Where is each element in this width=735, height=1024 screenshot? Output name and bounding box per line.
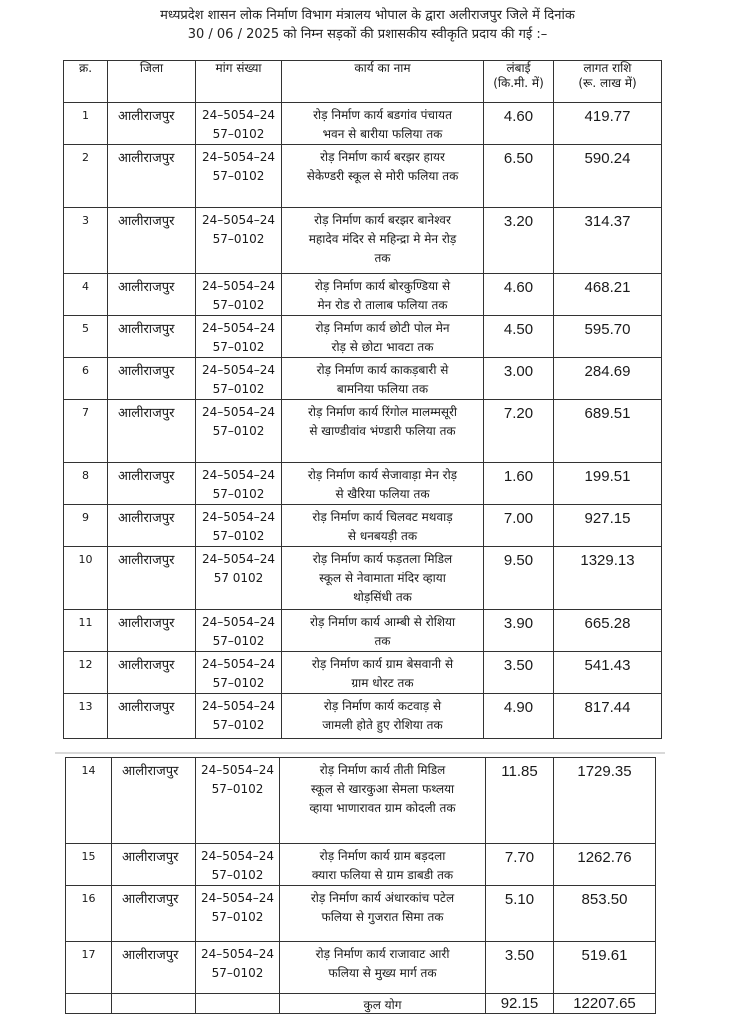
row-demand-no <box>196 886 280 942</box>
row-cost: 541.43 <box>554 652 662 694</box>
row-length: 7.00 <box>484 505 554 547</box>
row-sno: 13 <box>64 694 108 739</box>
work-name-line: सेकेण्डरी स्कूल से मोरी फलिया तक <box>306 169 459 183</box>
row-cost: 1329.13 <box>554 547 662 610</box>
work-name-line: रोड़ निर्माण कार्य कटवाड़ से <box>323 699 442 713</box>
work-name-line: रोड़ निर्माण कार्य आम्बी से रोशिया <box>309 615 456 629</box>
row-work-name <box>282 274 484 316</box>
work-name-line: तक <box>374 251 391 265</box>
demand-no-line: 57–0102 <box>212 127 265 141</box>
demand-no-line: 24–5054–24 <box>201 510 276 524</box>
page-seam <box>55 752 665 754</box>
demand-no-line: 57–0102 <box>212 634 265 648</box>
row-district: आलीराजपुर <box>108 652 196 694</box>
table-row <box>64 208 662 274</box>
row-length: 1.60 <box>484 463 554 505</box>
row-length: 4.90 <box>484 694 554 739</box>
row-district: आलीराजपुर <box>112 758 196 844</box>
demand-no-line: 57–0102 <box>212 424 265 438</box>
row-work-name <box>282 145 484 208</box>
demand-no-line: 24–5054–24 <box>200 763 275 777</box>
work-name-line: रोड़ निर्माण कार्य तीती मिडिल <box>319 763 446 777</box>
row-demand-no <box>196 400 282 463</box>
work-name-line: रोड़ निर्माण कार्य सेजावाड़ा मेन रोड़ <box>307 468 458 482</box>
row-demand-no <box>196 652 282 694</box>
row-district: आलीराजपुर <box>108 145 196 208</box>
table-row <box>64 358 662 400</box>
total-length: 92.15 <box>486 994 554 1014</box>
row-work-name <box>282 103 484 145</box>
row-length: 4.50 <box>484 316 554 358</box>
demand-no-line: 57–0102 <box>212 232 265 246</box>
demand-no-line: 24–5054–24 <box>201 279 276 293</box>
row-district: आलीराजपुर <box>108 547 196 610</box>
row-district: आलीराजपुर <box>112 844 196 886</box>
demand-no-line: 24–5054–24 <box>200 891 275 905</box>
row-work-name <box>282 610 484 652</box>
header-cost: लागत राशि (रू. लाख में) <box>554 61 662 103</box>
work-name-line: तक <box>374 634 391 648</box>
row-work-name <box>280 886 486 942</box>
demand-no-line: 57–0102 <box>211 966 264 980</box>
row-cost: 419.77 <box>554 103 662 145</box>
row-district: आलीराजपुर <box>108 610 196 652</box>
demand-no-line: 24–5054–24 <box>201 363 276 377</box>
demand-no-line: 57–0102 <box>212 169 265 183</box>
total-empty-1 <box>66 994 112 1014</box>
row-demand-no <box>196 610 282 652</box>
row-length: 7.70 <box>486 844 554 886</box>
row-length: 3.90 <box>484 610 554 652</box>
row-sno: 15 <box>66 844 112 886</box>
row-length: 4.60 <box>484 274 554 316</box>
row-work-name <box>282 358 484 400</box>
row-cost: 595.70 <box>554 316 662 358</box>
row-demand-no <box>196 694 282 739</box>
row-sno: 16 <box>66 886 112 942</box>
work-name-line: रोड़ निर्माण कार्य छोटी पोल मेन <box>315 321 450 335</box>
demand-no-line: 24–5054–24 <box>200 947 275 961</box>
row-sno: 4 <box>64 274 108 316</box>
row-work-name <box>280 758 486 844</box>
row-demand-no <box>196 145 282 208</box>
demand-no-line: 57–0102 <box>212 487 265 501</box>
row-length: 3.00 <box>484 358 554 400</box>
table-row <box>64 694 662 739</box>
row-cost: 468.21 <box>554 274 662 316</box>
row-demand-no <box>196 505 282 547</box>
sanction-table-part-1 <box>63 60 662 739</box>
row-length: 9.50 <box>484 547 554 610</box>
header-row <box>64 61 662 103</box>
table-row <box>64 610 662 652</box>
row-demand-no <box>196 103 282 145</box>
work-name-line: महादेव मंदिर से महिन्द्रा मे मेन रोड़ <box>308 232 457 246</box>
row-district: आलीराजपुर <box>108 103 196 145</box>
total-label: कुल योग <box>280 994 486 1014</box>
row-work-name <box>282 547 484 610</box>
total-empty-3 <box>196 994 280 1014</box>
row-work-name <box>280 844 486 886</box>
table-row <box>64 274 662 316</box>
row-demand-no <box>196 547 282 610</box>
row-work-name <box>282 463 484 505</box>
table-row <box>64 316 662 358</box>
row-cost: 314.37 <box>554 208 662 274</box>
row-sno: 8 <box>64 463 108 505</box>
heading-line-2: 30 / 06 / 2025 को निम्न सड़कों की प्रशासकीय स्वीकृति प्रदाय की गई :– <box>187 27 548 42</box>
row-sno: 2 <box>64 145 108 208</box>
demand-no-line: 24–5054–24 <box>201 615 276 629</box>
row-sno: 12 <box>64 652 108 694</box>
row-cost: 853.50 <box>554 886 656 942</box>
demand-no-line: 24–5054–24 <box>201 657 276 671</box>
table-row <box>66 942 656 994</box>
row-demand-no <box>196 758 280 844</box>
row-cost: 1729.35 <box>554 758 656 844</box>
table-row <box>66 844 656 886</box>
work-name-line: से खाण्डीवांव भंण्डारी फलिया तक <box>309 424 456 438</box>
demand-no-line: 57–0102 <box>212 676 265 690</box>
demand-no-line: 24–5054–24 <box>201 468 276 482</box>
total-empty-2 <box>112 994 196 1014</box>
work-name-line: मेन रोड रो तालाब फलिया तक <box>317 298 448 312</box>
row-demand-no <box>196 463 282 505</box>
work-name-line: जामली होते हुए रोशिया तक <box>322 718 443 732</box>
row-cost: 284.69 <box>554 358 662 400</box>
row-demand-no <box>196 358 282 400</box>
demand-no-line: 57–0102 <box>211 782 264 796</box>
work-name-line: भवन से बारीया फलिया तक <box>322 127 443 141</box>
row-length: 3.20 <box>484 208 554 274</box>
demand-no-line: 57–0102 <box>212 718 265 732</box>
row-length: 6.50 <box>484 145 554 208</box>
row-district: आलीराजपुर <box>108 400 196 463</box>
demand-no-line: 24–5054–24 <box>200 849 275 863</box>
work-name-line: रोड़ निर्माण कार्य काकड़बारी से <box>316 363 449 377</box>
row-district: आलीराजपुर <box>108 505 196 547</box>
row-district: आलीराजपुर <box>108 694 196 739</box>
header-demand-no: मांग संख्या <box>196 61 282 103</box>
work-name-line: रोड़ निर्माण कार्य ग्राम बड़दला <box>319 849 446 863</box>
work-name-line: रोड़ से छोटा भावटा तक <box>331 340 434 354</box>
row-work-name <box>282 400 484 463</box>
table-row <box>64 547 662 610</box>
row-cost: 927.15 <box>554 505 662 547</box>
row-work-name <box>280 942 486 994</box>
demand-no-line: 24–5054–24 <box>201 150 276 164</box>
total-cost: 12207.65 <box>554 994 656 1014</box>
row-sno: 1 <box>64 103 108 145</box>
table-row <box>64 103 662 145</box>
row-length: 7.20 <box>484 400 554 463</box>
work-name-line: रोड़ निर्माण कार्य अंधारकांच पटेल <box>310 891 455 905</box>
demand-no-line: 24–5054–24 <box>201 321 276 335</box>
row-length: 3.50 <box>486 942 554 994</box>
work-name-line: ग्राम धोरट तक <box>351 676 414 690</box>
work-name-line: फलिया से मुख्य मार्ग तक <box>328 966 437 980</box>
row-district: आलीराजपुर <box>112 942 196 994</box>
row-demand-no <box>196 316 282 358</box>
work-name-line: बामनिया फलिया तक <box>336 382 429 396</box>
demand-no-line: 24–5054–24 <box>201 405 276 419</box>
row-cost: 590.24 <box>554 145 662 208</box>
demand-no-line: 57 0102 <box>213 571 264 585</box>
demand-no-line: 57–0102 <box>212 298 265 312</box>
row-cost: 665.28 <box>554 610 662 652</box>
table-row <box>64 400 662 463</box>
row-length: 4.60 <box>484 103 554 145</box>
demand-no-line: 24–5054–24 <box>201 213 276 227</box>
work-name-line: से धनबयड़ी तक <box>347 529 418 543</box>
row-demand-no <box>196 274 282 316</box>
table-row <box>66 758 656 844</box>
work-name-line: रोड़ निर्माण कार्य बडगांव पंचायत <box>313 108 452 122</box>
demand-no-line: 57–0102 <box>212 340 265 354</box>
row-length: 3.50 <box>484 652 554 694</box>
document-heading <box>20 6 715 44</box>
row-work-name <box>282 652 484 694</box>
work-name-line: क्यारा फलिया से ग्राम डाबडी तक <box>311 868 454 882</box>
row-sno: 9 <box>64 505 108 547</box>
demand-no-line: 57–0102 <box>211 868 264 882</box>
row-sno: 5 <box>64 316 108 358</box>
work-name-line: स्कूल से नेवामाता मंदिर व्हाया <box>319 571 446 585</box>
work-name-line: रोड़ निर्माण कार्य ग्राम बेसवानी से <box>311 657 454 671</box>
work-name-line: व्हाया भाणारावत ग्राम कोदली तक <box>309 801 456 815</box>
demand-no-line: 57–0102 <box>212 529 265 543</box>
heading-line-1: मध्यप्रदेश शासन लोक निर्माण विभाग मंत्रालय भोपाल के द्वारा अलीराजपुर जिले में दिनांक <box>160 8 575 23</box>
header-work-name: कार्य का नाम <box>282 61 484 103</box>
row-cost: 519.61 <box>554 942 656 994</box>
work-name-line: रोड़ निर्माण कार्य बोरकुण्डिया से <box>314 279 451 293</box>
header-length: लंबाई (कि.मी. में) <box>484 61 554 103</box>
header-sno: क्र. <box>64 61 108 103</box>
work-name-line: स्कूल से खारकुआ सेमला फथ्लया <box>310 782 455 796</box>
row-sno: 14 <box>66 758 112 844</box>
row-work-name <box>282 208 484 274</box>
row-district: आलीराजपुर <box>108 463 196 505</box>
row-cost: 199.51 <box>554 463 662 505</box>
work-name-line: रोड़ निर्माण कार्य बरझर हायर <box>320 150 445 164</box>
work-name-line: थोड़सिंधी तक <box>353 590 412 604</box>
table-row <box>64 145 662 208</box>
row-demand-no <box>196 942 280 994</box>
demand-no-line: 24–5054–24 <box>201 552 276 566</box>
row-length: 11.85 <box>486 758 554 844</box>
work-name-line: रोड़ निर्माण कार्य रिंगोल मालम्मसूरी <box>307 405 458 419</box>
header-district: जिला <box>108 61 196 103</box>
table-row <box>66 886 656 942</box>
total-row <box>66 994 656 1014</box>
demand-no-line: 57–0102 <box>212 382 265 396</box>
row-district: आलीराजपुर <box>108 358 196 400</box>
row-sno: 11 <box>64 610 108 652</box>
row-length: 5.10 <box>486 886 554 942</box>
row-sno: 6 <box>64 358 108 400</box>
row-demand-no <box>196 844 280 886</box>
work-name-line: से खैरिया फलिया तक <box>335 487 430 501</box>
row-demand-no <box>196 208 282 274</box>
row-sno: 7 <box>64 400 108 463</box>
table-row <box>64 505 662 547</box>
sanction-table-part-2 <box>65 757 656 1014</box>
row-cost: 689.51 <box>554 400 662 463</box>
row-cost: 817.44 <box>554 694 662 739</box>
row-cost: 1262.76 <box>554 844 656 886</box>
work-name-line: रोड़ निर्माण कार्य राजावाट आरी <box>315 947 450 961</box>
work-name-line: रोड़ निर्माण कार्य फड़तला मिडिल <box>312 552 453 566</box>
row-work-name <box>282 505 484 547</box>
work-name-line: रोड़ निर्माण कार्य बरझर बानेश्वर <box>314 213 451 227</box>
work-name-line: फलिया से गुजरात सिमा तक <box>321 910 444 924</box>
row-sno: 10 <box>64 547 108 610</box>
row-work-name <box>282 694 484 739</box>
row-work-name <box>282 316 484 358</box>
row-district: आलीराजपुर <box>108 274 196 316</box>
table-row <box>64 463 662 505</box>
row-district: आलीराजपुर <box>108 316 196 358</box>
row-district: आलीराजपुर <box>108 208 196 274</box>
row-sno: 3 <box>64 208 108 274</box>
demand-no-line: 24–5054–24 <box>201 108 276 122</box>
row-sno: 17 <box>66 942 112 994</box>
row-district: आलीराजपुर <box>112 886 196 942</box>
demand-no-line: 57–0102 <box>211 910 264 924</box>
table-row <box>64 652 662 694</box>
work-name-line: रोड़ निर्माण कार्य चिलवट मथवाड़ <box>312 510 453 524</box>
demand-no-line: 24–5054–24 <box>201 699 276 713</box>
